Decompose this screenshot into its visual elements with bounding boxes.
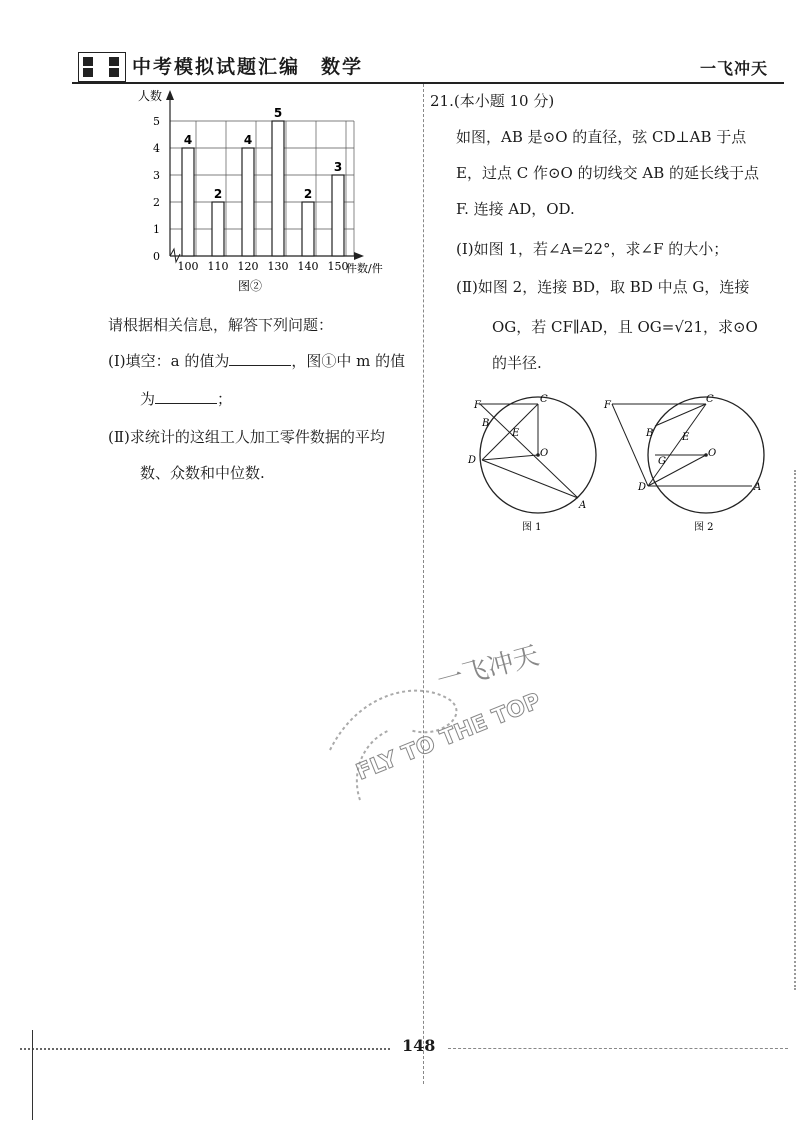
x-tick-label: 150: [327, 260, 349, 273]
footer-left-rule: [20, 1048, 390, 1050]
watermark-en: FLY TO THE TOP: [352, 688, 545, 786]
questions-intro: 请根据相关信息，解答下列问题：: [108, 316, 334, 334]
header-rule: [72, 82, 784, 84]
header-logo: [78, 52, 126, 82]
x-tick-label: 100: [177, 260, 199, 273]
page-number: 148: [402, 1036, 436, 1055]
part1-line2: [140, 388, 232, 410]
part1-text-b: ，图①中 m 的值: [291, 352, 406, 370]
x-tick-label: 140: [297, 260, 319, 273]
bar-value-label: 2: [303, 187, 313, 201]
figure-1: [460, 390, 600, 540]
x-axis-label: 件数/件: [346, 262, 383, 275]
header-title: 中考模拟试题汇编 数学: [132, 56, 364, 78]
binding-margin-line: [32, 1030, 33, 1120]
bar-value-label: 5: [273, 106, 283, 120]
part2-line2: 数、众数和中位数.: [140, 464, 265, 482]
y-axis-label: 人数: [138, 89, 163, 103]
x-tick-label: 130: [267, 260, 289, 273]
bar-value-label: 4: [243, 133, 253, 147]
fig1-label-a: A: [579, 500, 587, 511]
column-divider: [423, 84, 424, 1084]
problem-part2-line1: (Ⅱ)如图 2，连接 BD，取 BD 中点 G，连接: [456, 278, 750, 296]
bar-100: [182, 148, 194, 256]
y-tick-label: 3: [153, 169, 160, 182]
bar-130: [272, 121, 284, 256]
part2-line1: (Ⅱ)求统计的这组工人加工零件数据的平均: [108, 428, 385, 446]
fig2-label-d: D: [638, 482, 647, 493]
fig2-label-e: E: [682, 432, 690, 443]
y-tick-label: 5: [153, 115, 160, 128]
bar-value-label: 4: [183, 133, 193, 147]
bar-value-label: 2: [213, 187, 223, 201]
bar-150: [332, 175, 344, 256]
segment-od: [482, 455, 538, 460]
y-tick-label: 0: [153, 250, 160, 263]
fig1-label-o: O: [540, 448, 549, 459]
fig1-label-d: D: [468, 455, 477, 466]
problem-number: 21.(本小题 10 分): [430, 92, 555, 110]
answer-blank-m[interactable]: [155, 389, 217, 404]
bar-120: [242, 148, 254, 256]
fig2-label-a: A: [754, 482, 762, 493]
bar-chart: [120, 86, 420, 301]
problem-line1: 如图，AB 是⊙O 的直径，弦 CD⊥AB 于点: [456, 128, 747, 146]
part1-line1: [108, 350, 405, 372]
line-fbd: [612, 404, 648, 486]
problem-part2-line3: 的半径.: [492, 354, 542, 372]
y-axis-arrow: [166, 90, 174, 100]
bar-140: [302, 202, 314, 256]
y-tick-label: 1: [153, 223, 160, 236]
fig2-label-c: C: [706, 394, 714, 405]
bar-110: [212, 202, 224, 256]
footer-right-rule: [448, 1048, 788, 1049]
x-tick-label: 120: [237, 260, 259, 273]
problem-line2: E，过点 C 作⊙O 的切线交 AB 的延长线于点: [456, 164, 759, 182]
chart-grid: [170, 121, 354, 256]
bar-value-label: 3: [333, 160, 343, 174]
fig1-label-b: B: [482, 418, 490, 429]
problem-part2-line2: OG，若 CF∥AD，且 OG=√21，求⊙O: [492, 318, 758, 336]
fig1-label-e: E: [512, 428, 520, 439]
chart-bars: [182, 121, 344, 256]
fig2-label-o: O: [708, 448, 717, 459]
header-brand: 一飞冲天: [700, 59, 769, 78]
fig2-label-g: G: [658, 456, 666, 467]
answer-blank-a[interactable]: [229, 351, 291, 366]
part1-text-a: (Ⅰ)填空：a 的值为: [108, 352, 230, 370]
x-axis-arrow: [354, 252, 364, 260]
fig1-label-f: F: [474, 400, 481, 411]
y-tick-label: 2: [153, 196, 160, 209]
part1-prefix: 为: [140, 390, 156, 408]
chart-caption: 图②: [238, 279, 263, 293]
x-tick-label: 110: [207, 260, 229, 273]
watermark-logo: [290, 630, 590, 830]
problem-part1: (Ⅰ)如图 1，若∠A=22°，求∠F 的大小；: [456, 240, 729, 258]
line-fa: [480, 404, 578, 498]
part1-suffix: ；: [217, 390, 233, 408]
problem-line3: F. 连接 AD，OD.: [456, 200, 575, 218]
fig2-caption: 图 2: [694, 522, 714, 533]
fig2-label-b: B: [646, 428, 654, 439]
fig2-label-f: F: [604, 400, 611, 411]
fig1-caption: 图 1: [522, 522, 542, 533]
right-margin-dots: [794, 470, 796, 990]
figure-2: [600, 390, 770, 540]
watermark-cn: 一飞冲天: [434, 640, 543, 697]
y-tick-label: 4: [153, 142, 160, 155]
segment-od: [648, 455, 706, 486]
segment-ad: [482, 460, 578, 498]
fig1-label-c: C: [540, 394, 548, 405]
